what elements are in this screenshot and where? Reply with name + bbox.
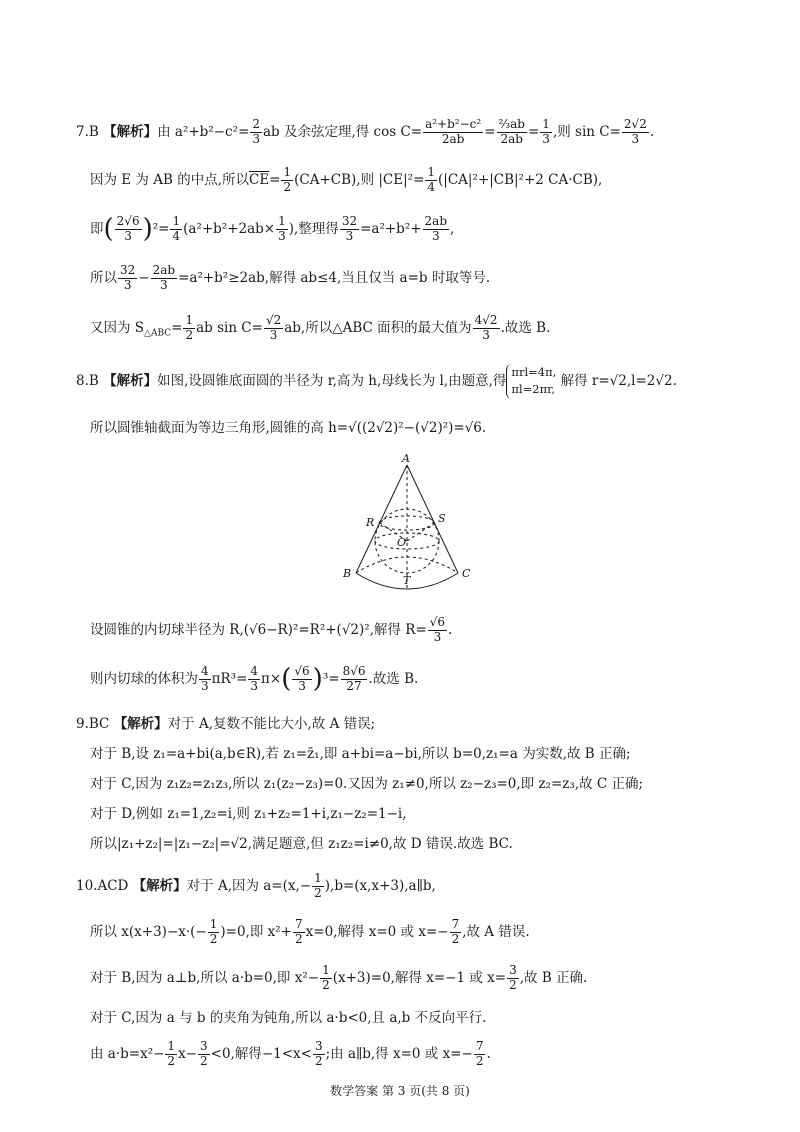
inscribed-sphere: [375, 509, 439, 573]
fraction: $\frac{3}{2}$: [200, 1039, 208, 1068]
fraction: $\frac{3}{2}$: [314, 1039, 323, 1068]
q9-line-2: 对于 B,设 z₁=a+bi(a,b∈R),若 z₁=z̄₁,即 a+bi=a−bi,所以 b=0,z₁=a 为实数,故 B 正确;: [90, 746, 631, 762]
fraction: $\frac{3}{2}$: [509, 963, 517, 992]
q10-line-3: 对于 B,因为 a⊥b,所以 a·b=0,即 x²− $\frac{1}{2}$ (x+3)=0,解得 x=−1 或 x= $\frac{3}{2}$ ,故 B 正确.: [90, 963, 588, 992]
equation-system: πrl=4π, πl=2πr,: [506, 364, 556, 399]
fraction: $\frac{7}{2}$: [295, 917, 303, 946]
q9-line-4: 对于 D,例如 z₁=1,z₂=i,则 z₁+z₂=1+i,z₁−z₂=1−i,: [90, 806, 407, 822]
fraction: $\frac{4}{3}$: [250, 664, 259, 694]
q9-line-1: 9.BC 【解析】对于 A,复数不能比大小,故 A 错误;: [76, 716, 376, 732]
q8-number: 8.B: [76, 372, 99, 389]
q8-analysis-tag: 【解析】: [103, 372, 158, 389]
fraction: $\frac{\text{a²+b²−c²}}{2ab}$: [425, 117, 482, 146]
fraction: $\frac{8√6}{27}$: [342, 664, 366, 694]
q7-line-1: 7.B 【解析】由 a²+b²−c²= $\frac{2}{3}$ ab 及余弦定理,得 cos C= $\frac{\text{a²+b²−c²}}{2ab}$ = $\frac{\text{⅔ab}}{2ab}$ = $\frac{1}{3}$ ,则 sin C= $\frac{2√2}{3}$ .: [76, 117, 655, 146]
q7-line-4: 所以 $\frac{32}{3}$ − $\frac{2ab}{3}$ =a²+b²≥2ab,解得 ab≤4,当且仅当 a=b 时取等号.: [90, 263, 491, 292]
q10-line-5: 由 a·b=x²− $\frac{1}{2}$ x− $\frac{3}{2}$ <0,解得−1<x< $\frac{3}{2}$ ;由 a∥b,得 x=0 或 x=− $\frac{7}{2}$ .: [90, 1039, 491, 1068]
q7-number: 7.B: [76, 123, 99, 140]
fraction: $\frac{√6}{3}$: [294, 664, 310, 694]
page-footer: 数学答案 第 3 页(共 8 页): [330, 1084, 470, 1098]
label-b: B: [343, 567, 352, 580]
fraction: $\frac{32}{3}$: [341, 214, 358, 244]
label-r: R: [366, 516, 375, 529]
q7-analysis-tag: 【解析】: [103, 123, 158, 140]
q7-line-3: 即( $\frac{2√6}{3}$ )²= $\frac{1}{4}$ (a²+b²+2ab× $\frac{1}{3}$ ),整理得 $\frac{32}{3}$ =a²+b²+ $\frac{2ab}{3}$ ,: [90, 214, 455, 244]
fraction: $\frac{1}{3}$: [542, 117, 550, 146]
sphere-equator: [375, 533, 439, 549]
fraction: $\frac{1}{3}$: [278, 214, 286, 244]
fraction: $\frac{√6}{3}$: [429, 615, 446, 644]
q10-line-4: 对于 C,因为 a 与 b 的夹角为钝角,所以 a·b<0,且 a,b 不反向平行.: [90, 1010, 487, 1026]
q7-line-5: 又因为 $S_{\triangle ABC}=$ $\frac{1}{2}$ ab sin C= $\frac{√2}{3}$ ab,所以△ABC 面积的最大值为 $\frac{4√2}{3}$ .故选 B.: [90, 313, 551, 342]
q9-line-3: 对于 C,因为 z₁z₂=z₁z₃,所以 z₁(z₂−z₃)=0.又因为 z₁≠0,所以 z₂−z₃=0,即 z₂=z₃,故 C 正确;: [90, 776, 644, 792]
q9-analysis-tag: 【解析】: [113, 716, 168, 732]
label-t: T: [403, 574, 411, 587]
fraction: $\frac{1}{4}$: [172, 214, 181, 244]
fraction: $\frac{1}{2}$: [322, 963, 330, 992]
fraction: $\frac{1}{2}$: [283, 165, 292, 194]
fraction: $\frac{1}{2}$: [167, 1039, 176, 1068]
fraction: $\frac{1}{2}$: [314, 871, 322, 900]
cone-right-side: [407, 465, 458, 573]
label-s: S: [438, 512, 446, 525]
q7-line-2: 因为 E 为 AB 的中点,所以$\overline{CE}=$ $\frac{1}{2}$ (CA+CB),则 |CE|²= $\frac{1}{4}$ (|CA|²+|CB|²+2 CA·CB),: [90, 165, 603, 194]
fraction: $\frac{2ab}{3}$: [424, 214, 448, 244]
q10-number: 10.ACD: [76, 877, 129, 894]
q8-line-4: 则内切球的体积为 $\frac{4}{3}$ πR³= $\frac{4}{3}$ π×( $\frac{√6}{3}$ )³= $\frac{8√6}{27}$ .故选 B.: [90, 664, 419, 694]
q10-line-1: 10.ACD 【解析】对于 A,因为 a=(x,− $\frac{1}{2}$ ),b=(x,x+3),a∥b,: [76, 871, 436, 900]
fraction: $\frac{1}{2}$: [209, 917, 218, 946]
fraction: $\frac{2}{3}$: [252, 117, 260, 146]
label-c: C: [462, 567, 471, 580]
fraction: $\frac{2√2}{3}$: [623, 117, 647, 146]
fraction: $\frac{32}{3}$: [120, 263, 136, 292]
fraction: $\frac{\text{⅔ab}}{2ab}$: [498, 117, 525, 146]
cone-base-front: [356, 573, 458, 589]
fraction: $\frac{4√2}{3}$: [474, 313, 498, 342]
fraction: $\frac{1}{2}$: [185, 313, 194, 342]
q10-analysis-tag: 【解析】: [132, 877, 187, 894]
fraction: $\frac{7}{2}$: [475, 1039, 484, 1068]
q9-line-5: 所以|z₁+z₂|=|z₁−z₂|=√2,满足题意,但 z₁z₂=i≠0,故 D 错误.故选 BC.: [90, 836, 513, 852]
fraction: $\frac{1}{4}$: [427, 165, 436, 194]
label-o: O: [397, 536, 407, 549]
fraction: $\frac{7}{2}$: [451, 917, 460, 946]
q8-line-1: 8.B 【解析】如图,设圆锥底面圆的半径为 r,高为 h,母线长为 l,由题意,得 πrl=4π, πl=2πr, 解得 r=√2,l=2√2.: [76, 364, 677, 399]
q8-line-2: 所以圆锥轴截面为等边三角形,圆锥的高 h=√((2√2)²−(√2)²)=√6.: [90, 420, 487, 436]
fraction: $\frac{4}{3}$: [201, 664, 209, 694]
fraction: $\frac{2ab}{3}$: [152, 263, 176, 292]
fraction: $\frac{√2}{3}$: [265, 313, 282, 342]
cone-left-side: [356, 465, 407, 573]
label-a: A: [402, 452, 410, 465]
cone-base-back: [356, 557, 458, 573]
fraction: $\frac{2√6}{3}$: [116, 214, 140, 244]
tangent-circle: [379, 516, 435, 530]
q10-line-2: 所以 x(x+3)−x·(− $\frac{1}{2}$ )=0,即 x²+ $\frac{7}{2}$ x=0,解得 x=0 或 x=− $\frac{7}{2}$ ,故 A 错误.: [90, 917, 530, 946]
q9-number: 9.BC: [76, 716, 110, 732]
q8-line-3: 设圆锥的内切球半径为 R,(√6−R)²=R²+(√2)²,解得 R= $\frac{√6}{3}$ .: [90, 615, 453, 644]
